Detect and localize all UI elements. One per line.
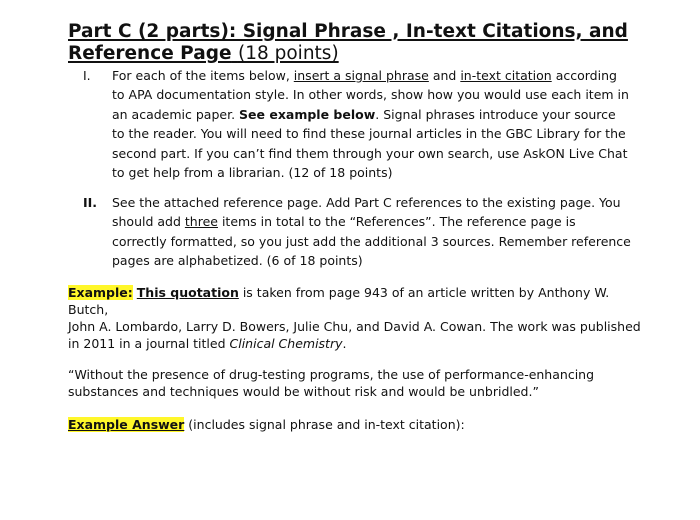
title-points: (18 points) (237, 43, 339, 64)
see-example-note: See example below (239, 106, 376, 122)
title-main: Part C (2 parts): Signal Phrase , In-text Citations, and Reference Page (68, 21, 628, 64)
example-label: Example: (68, 285, 133, 300)
in-text-citation-term: in-text citation (460, 68, 552, 83)
example-quote: “Without the presence of drug-testing programs, the use of performance-enhancing substances and techniques would be without risk and would be unbridled.” (68, 367, 595, 399)
three-emphasis: three (184, 214, 218, 230)
item-text: For each of the items below, insert a signal phrase and in-text citation according to APA documentation style. In other words, show how you would use each item in an academic paper. See example below. Signal phrases introduce your source to the reader. You will need to find these journal articles in the GBC Library for the second part. If you can’t find them through your own search, use AskON Live Chat to get help from a librarian. (12 of 18 points) (112, 68, 629, 181)
example-answer: Example Answer (includes signal phrase and in-text citation): (68, 417, 465, 432)
signal-phrase-term: insert a signal phrase (293, 68, 429, 83)
item-numeral: I. (83, 68, 91, 83)
item-numeral: II. (83, 195, 98, 210)
journal-title: Clinical Chemistry (229, 336, 343, 351)
page-title (68, 21, 668, 65)
item-text: See the attached reference page. Add Part C references to the existing page. You should add three items in total to the “References”. The reference page is correctly formatted, so you just add the additional 3 sources. Remember reference pages are alphabetized. (6 of 18 points) (112, 195, 631, 269)
quotation-ref: This quotation (136, 285, 239, 300)
example-answer-label: Example Answer (68, 417, 185, 432)
example-paragraph: Example: This quotation is taken from page 943 of an article written by Anthony W. Butch, John A. Lombardo, Larry D. Bowers, Julie Chu, and David A. Cowan. The work was published in 2011 in a journal titled Clinical Chemistry. (68, 285, 641, 351)
